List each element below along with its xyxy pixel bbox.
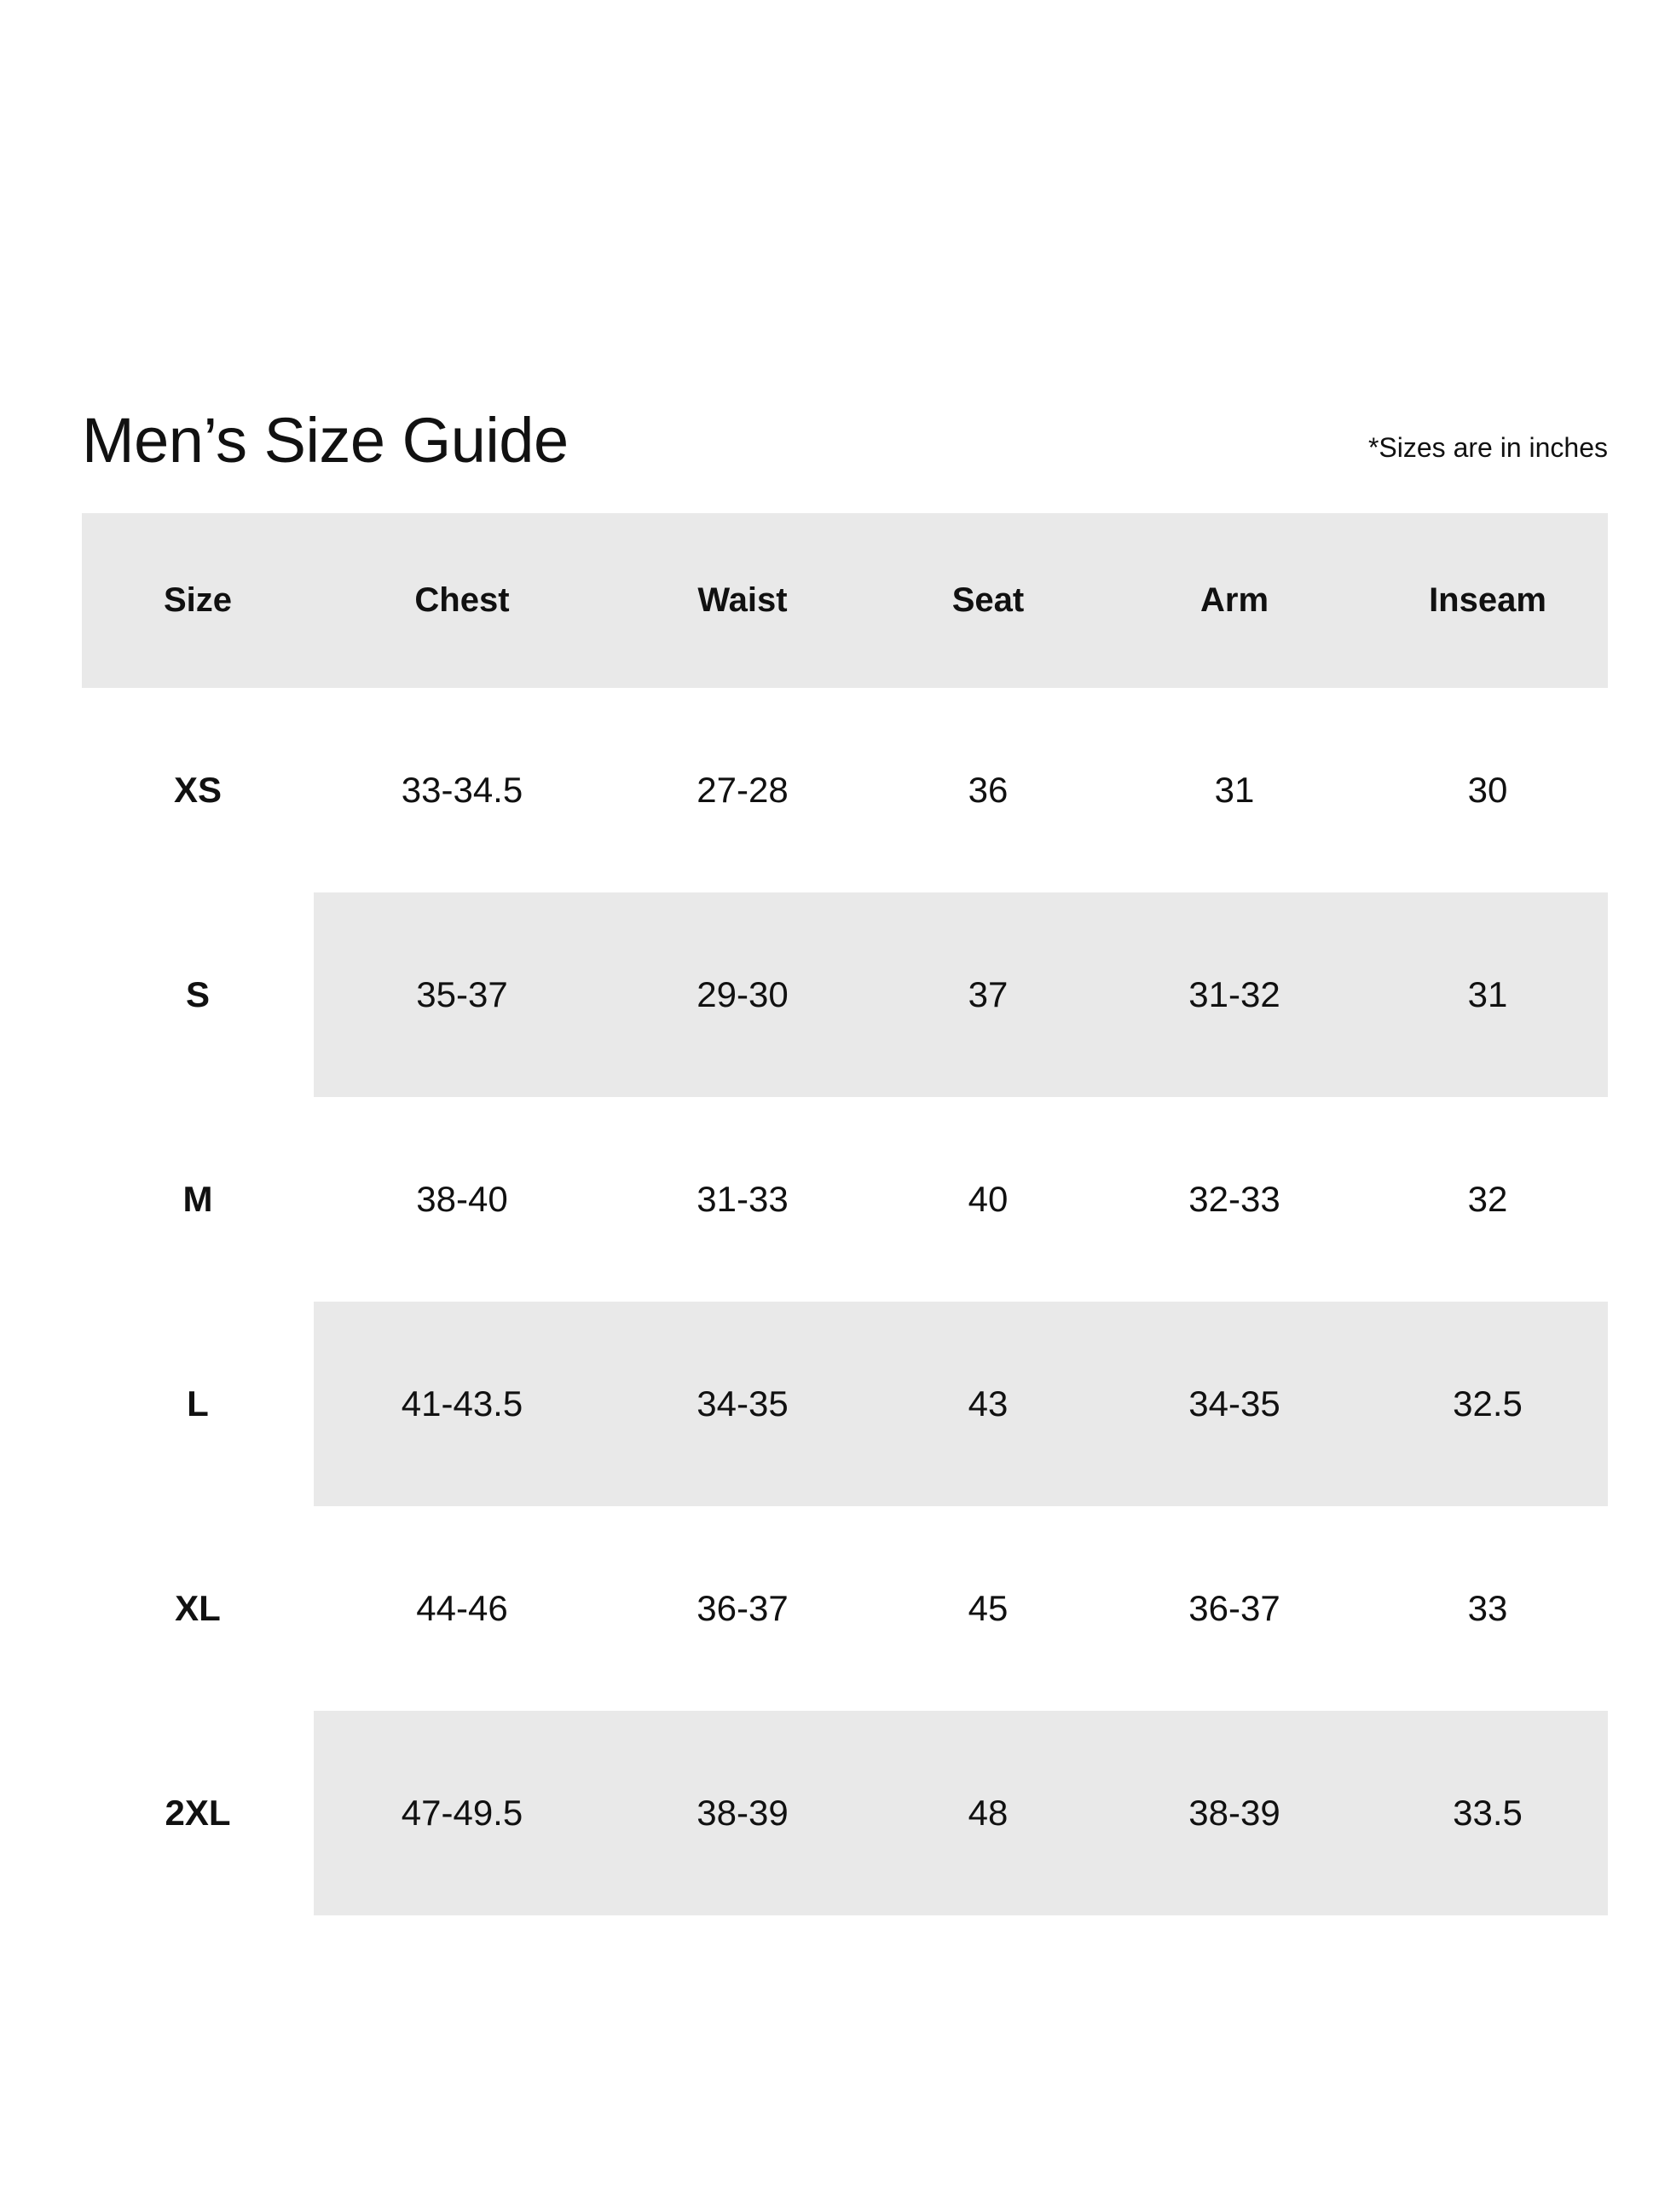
cell-chest: 33-34.5 (314, 688, 610, 892)
cell-arm: 31-32 (1101, 892, 1367, 1097)
table-row (82, 1711, 1608, 1915)
cell-arm: 31 (1101, 688, 1367, 892)
table-row (82, 688, 1608, 892)
cell-inseam: 33.5 (1367, 1711, 1608, 1915)
cell-seat: 43 (875, 1302, 1101, 1506)
cell-waist: 29-30 (610, 892, 875, 1097)
cell-arm: 36-37 (1101, 1506, 1367, 1711)
cell-inseam: 32 (1367, 1097, 1608, 1302)
table-header-row (82, 513, 1608, 688)
table-row (82, 1506, 1608, 1711)
column-header-waist: Waist (610, 513, 875, 688)
column-header-inseam: Inseam (1367, 513, 1608, 688)
table-body (82, 688, 1608, 1915)
cell-waist: 27-28 (610, 688, 875, 892)
cell-inseam: 31 (1367, 892, 1608, 1097)
table-header (82, 513, 1608, 688)
cell-arm: 34-35 (1101, 1302, 1367, 1506)
units-note: *Sizes are in inches (1367, 432, 1608, 463)
cell-seat: 36 (875, 688, 1101, 892)
table-row (82, 1302, 1608, 1506)
column-header-size: Size (82, 513, 314, 688)
cell-chest: 47-49.5 (314, 1711, 610, 1915)
cell-inseam: 33 (1367, 1506, 1608, 1711)
cell-arm: 32-33 (1101, 1097, 1367, 1302)
cell-seat: 45 (875, 1506, 1101, 1711)
column-header-chest: Chest (314, 513, 610, 688)
cell-waist: 34-35 (610, 1302, 875, 1506)
cell-chest: 38-40 (314, 1097, 610, 1302)
column-header-arm: Arm (1101, 513, 1367, 688)
cell-waist: 31-33 (610, 1097, 875, 1302)
column-header-seat: Seat (875, 513, 1101, 688)
header (82, 405, 1608, 513)
cell-seat: 37 (875, 892, 1101, 1097)
cell-inseam: 30 (1367, 688, 1608, 892)
cell-waist: 38-39 (610, 1711, 875, 1915)
table-row (82, 1097, 1608, 1302)
cell-chest: 41-43.5 (314, 1302, 610, 1506)
cell-chest: 44-46 (314, 1506, 610, 1711)
size-chart-table (82, 513, 1608, 1915)
cell-seat: 40 (875, 1097, 1101, 1302)
cell-size: M (82, 1097, 314, 1302)
table-row (82, 892, 1608, 1097)
cell-waist: 36-37 (610, 1506, 875, 1711)
cell-size: XL (82, 1506, 314, 1711)
cell-size: S (82, 892, 314, 1097)
cell-size: XS (82, 688, 314, 892)
cell-inseam: 32.5 (1367, 1302, 1608, 1506)
cell-seat: 48 (875, 1711, 1101, 1915)
cell-size: L (82, 1302, 314, 1506)
cell-arm: 38-39 (1101, 1711, 1367, 1915)
cell-size: 2XL (82, 1711, 314, 1915)
cell-chest: 35-37 (314, 892, 610, 1097)
page-title: Men’s Size Guide (82, 405, 569, 476)
size-guide-content (82, 405, 1608, 1915)
